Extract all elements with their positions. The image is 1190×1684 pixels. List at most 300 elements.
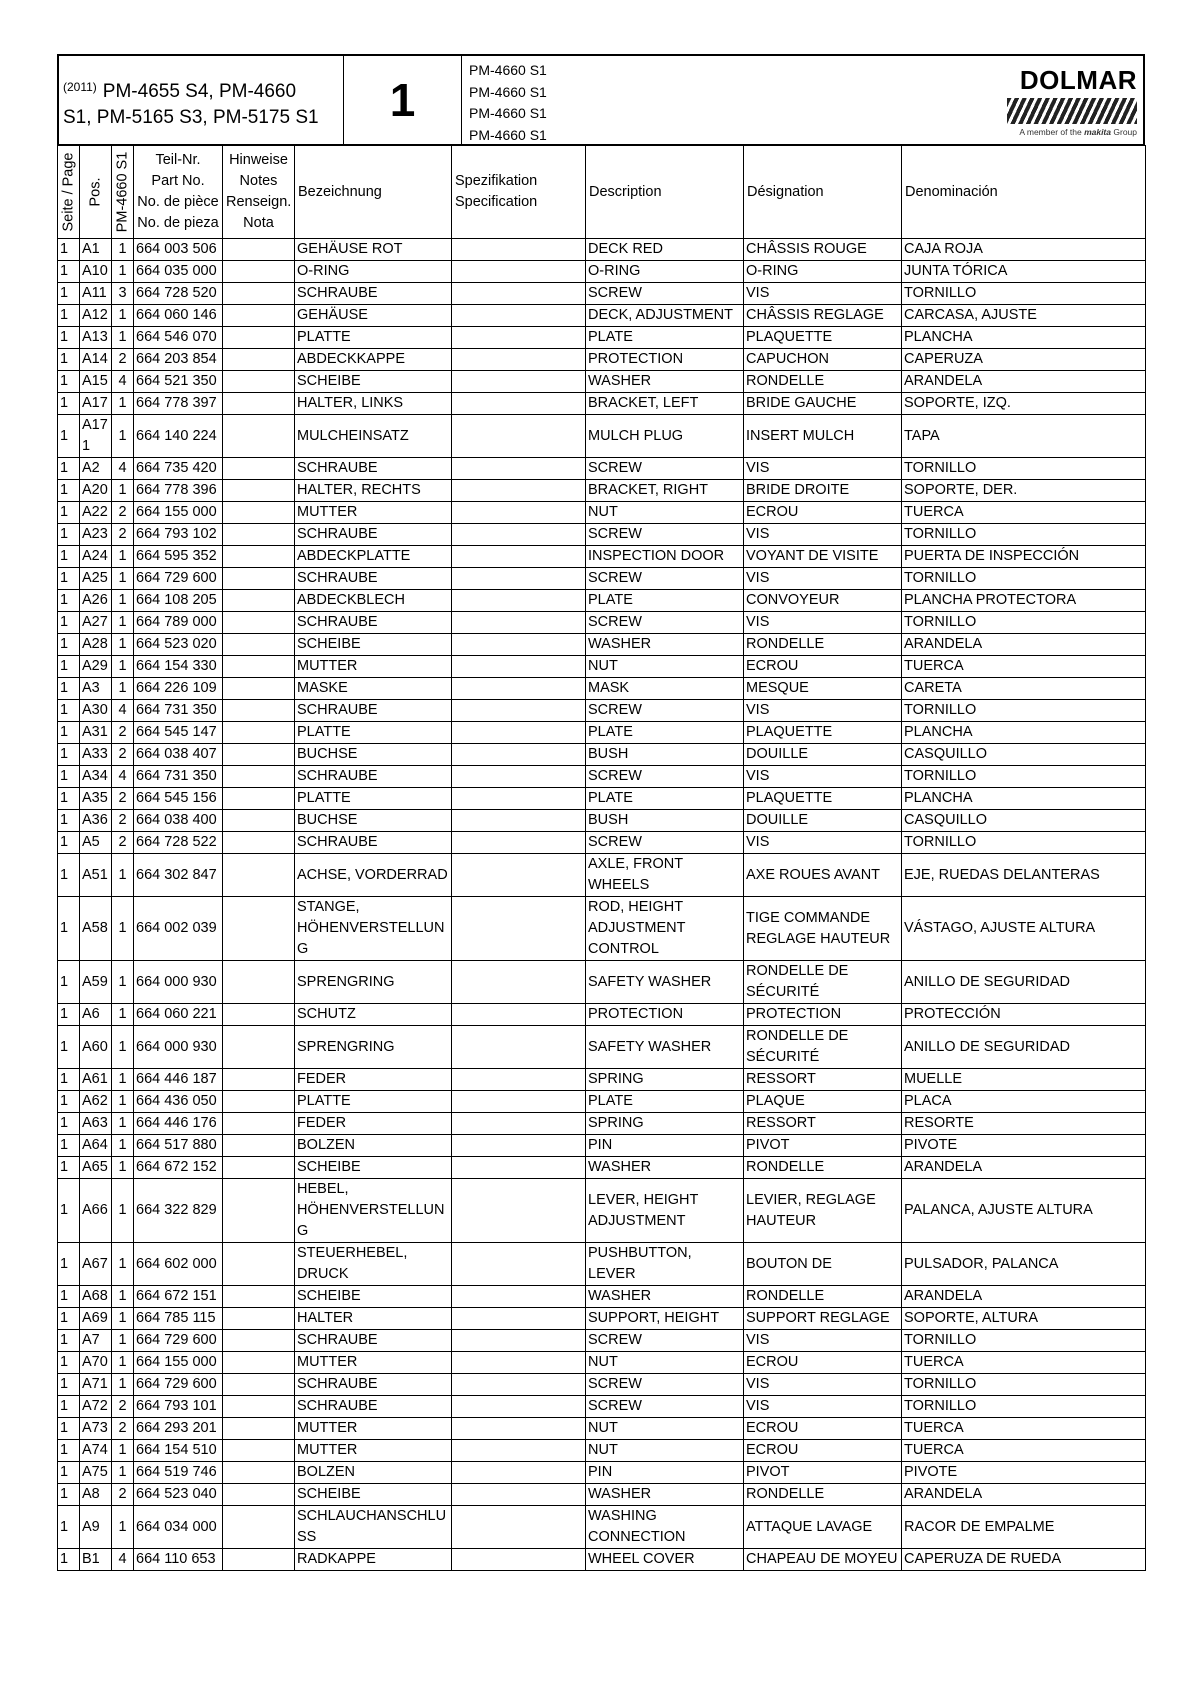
cell-page: 1 [58,897,80,961]
cell-designation: PROTECTION [744,1004,902,1026]
cell-part-no: 664 035 000 [134,261,223,283]
cell-part-no: 664 140 224 [134,415,223,458]
cell-qty: 2 [112,810,134,832]
cell-page: 1 [58,678,80,700]
cell-qty: 2 [112,722,134,744]
cell-page: 1 [58,634,80,656]
cell-bezeichnung: GEHÄUSE ROT [295,239,452,261]
cell-description: BRACKET, RIGHT [586,480,744,502]
cell-qty: 1 [112,1243,134,1286]
table-row [58,961,1146,1004]
cell-part-no: 664 729 600 [134,1374,223,1396]
cell-spezifikation [452,1004,586,1026]
cell-designation: PLAQUETTE [744,788,902,810]
cell-description: ROD, HEIGHT ADJUSTMENT CONTROL [586,897,744,961]
logo-tagline: A member of the makita Group [1019,127,1137,137]
cell-denominacion: PIVOTE [902,1135,1146,1157]
cell-qty: 3 [112,283,134,305]
cell-notes [223,1157,295,1179]
document-header [57,54,1145,146]
cell-spezifikation [452,590,586,612]
cell-qty: 1 [112,854,134,897]
cell-pos: A7 [80,1330,112,1352]
cell-description: SUPPORT, HEIGHT [586,1308,744,1330]
cell-page: 1 [58,1026,80,1069]
cell-bezeichnung: STANGE, HÖHENVERSTELLUN G [295,897,452,961]
cell-notes [223,897,295,961]
cell-part-no: 664 793 101 [134,1396,223,1418]
cell-spezifikation [452,371,586,393]
cell-denominacion: CASQUILLO [902,744,1146,766]
table-row [58,1440,1146,1462]
table-row [58,832,1146,854]
cell-qty: 1 [112,590,134,612]
cell-description: SCREW [586,766,744,788]
cell-pos: A60 [80,1026,112,1069]
cell-pos: A58 [80,897,112,961]
cell-pos: A61 [80,1069,112,1091]
cell-bezeichnung: SCHRAUBE [295,458,452,480]
cell-description: SCREW [586,524,744,546]
table-row [58,1308,1146,1330]
cell-bezeichnung: PLATTE [295,722,452,744]
cell-part-no: 664 523 040 [134,1484,223,1506]
cell-notes [223,1179,295,1243]
cell-description: WASHER [586,371,744,393]
cell-qty: 1 [112,656,134,678]
cell-spezifikation [452,1418,586,1440]
cell-denominacion: JUNTA TÓRICA [902,261,1146,283]
cell-notes [223,1113,295,1135]
cell-page: 1 [58,656,80,678]
col-bezeichnung: Bezeichnung [295,146,452,239]
cell-page: 1 [58,1462,80,1484]
cell-notes [223,349,295,371]
cell-qty: 1 [112,1004,134,1026]
cell-description: INSPECTION DOOR [586,546,744,568]
cell-notes [223,766,295,788]
cell-pos: A51 [80,854,112,897]
cell-qty: 1 [112,239,134,261]
cell-denominacion: TORNILLO [902,612,1146,634]
table-row [58,1243,1146,1286]
cell-pos: A73 [80,1418,112,1440]
cell-description: PIN [586,1462,744,1484]
cell-part-no: 664 785 115 [134,1308,223,1330]
cell-pos: A28 [80,634,112,656]
cell-page: 1 [58,393,80,415]
cell-denominacion: PROTECCIÓN [902,1004,1146,1026]
cell-denominacion: CASQUILLO [902,810,1146,832]
cell-notes [223,1243,295,1286]
cell-designation: PLAQUETTE [744,722,902,744]
cell-designation: CHAPEAU DE MOYEU [744,1549,902,1571]
cell-part-no: 664 002 039 [134,897,223,961]
title-line-2: S1, PM-5165 S3, PM-5175 S1 [63,107,319,128]
cell-designation: VIS [744,283,902,305]
cell-bezeichnung: BUCHSE [295,810,452,832]
cell-denominacion: ARANDELA [902,634,1146,656]
cell-bezeichnung: HALTER, RECHTS [295,480,452,502]
cell-spezifikation [452,1179,586,1243]
cell-part-no: 664 154 330 [134,656,223,678]
cell-notes [223,678,295,700]
cell-description: WASHER [586,1286,744,1308]
cell-description: SPRING [586,1069,744,1091]
cell-notes [223,283,295,305]
table-row [58,634,1146,656]
cell-designation: VIS [744,458,902,480]
cell-notes [223,832,295,854]
cell-qty: 4 [112,700,134,722]
cell-part-no: 664 060 221 [134,1004,223,1026]
cell-page: 1 [58,722,80,744]
cell-page: 1 [58,261,80,283]
cell-notes [223,480,295,502]
table-row [58,766,1146,788]
cell-denominacion: TUERCA [902,1352,1146,1374]
cell-part-no: 664 546 070 [134,327,223,349]
table-row [58,1113,1146,1135]
table-row [58,261,1146,283]
cell-page: 1 [58,1506,80,1549]
cell-notes [223,1374,295,1396]
cell-spezifikation [452,744,586,766]
cell-spezifikation [452,1330,586,1352]
cell-denominacion: ARANDELA [902,1484,1146,1506]
cell-notes [223,1462,295,1484]
cell-page: 1 [58,612,80,634]
cell-denominacion: TORNILLO [902,832,1146,854]
parts-table-body [58,239,1146,1571]
cell-part-no: 664 060 146 [134,305,223,327]
cell-spezifikation [452,283,586,305]
cell-description: WASHER [586,1484,744,1506]
cell-page: 1 [58,502,80,524]
cell-bezeichnung: PLATTE [295,788,452,810]
cell-notes [223,1396,295,1418]
cell-bezeichnung: PLATTE [295,1091,452,1113]
cell-spezifikation [452,327,586,349]
cell-designation: ECROU [744,1418,902,1440]
cell-pos: A69 [80,1308,112,1330]
cell-spezifikation [452,1243,586,1286]
cell-spezifikation [452,656,586,678]
table-row [58,590,1146,612]
cell-pos: A65 [80,1157,112,1179]
cell-pos: A25 [80,568,112,590]
cell-notes [223,415,295,458]
cell-designation: RESSORT [744,1113,902,1135]
cell-qty: 1 [112,1135,134,1157]
cell-qty: 1 [112,1091,134,1113]
cell-pos: A71 [80,1374,112,1396]
cell-qty: 1 [112,327,134,349]
cell-pos: A6 [80,1004,112,1026]
table-header-row [58,146,1146,239]
cell-designation: VIS [744,568,902,590]
cell-description: BUSH [586,744,744,766]
cell-designation: VIS [744,700,902,722]
cell-spezifikation [452,261,586,283]
cell-denominacion: EJE, RUEDAS DELANTERAS [902,854,1146,897]
cell-designation: VIS [744,1330,902,1352]
cell-qty: 1 [112,1069,134,1091]
cell-qty: 1 [112,1113,134,1135]
cell-bezeichnung: SPRENGRING [295,1026,452,1069]
cell-part-no: 664 322 829 [134,1179,223,1243]
cell-pos: A62 [80,1091,112,1113]
cell-pos: A66 [80,1179,112,1243]
cell-description: PLATE [586,788,744,810]
cell-bezeichnung: ABDECKBLECH [295,590,452,612]
cell-spezifikation [452,788,586,810]
dolmar-logo [999,66,1137,137]
table-row [58,371,1146,393]
cell-pos: A72 [80,1396,112,1418]
year-label: (2011) [63,80,97,94]
table-row [58,744,1146,766]
cell-denominacion: PULSADOR, PALANCA [902,1243,1146,1286]
cell-designation: MESQUE [744,678,902,700]
cell-denominacion: CAPERUZA [902,349,1146,371]
cell-qty: 1 [112,897,134,961]
cell-pos: A33 [80,744,112,766]
cell-page: 1 [58,766,80,788]
table-row [58,810,1146,832]
cell-notes [223,1026,295,1069]
cell-page: 1 [58,458,80,480]
cell-denominacion: TORNILLO [902,700,1146,722]
cell-pos: A10 [80,261,112,283]
cell-notes [223,1286,295,1308]
cell-description: NUT [586,656,744,678]
cell-designation: RONDELLE DE SÉCURITÉ [744,961,902,1004]
cell-designation: CHÂSSIS ROUGE [744,239,902,261]
cell-description: PLATE [586,722,744,744]
cell-pos: A14 [80,349,112,371]
cell-bezeichnung: SCHEIBE [295,1286,452,1308]
cell-page: 1 [58,1179,80,1243]
cell-denominacion: CAJA ROJA [902,239,1146,261]
table-row [58,1462,1146,1484]
cell-page: 1 [58,1091,80,1113]
cell-bezeichnung: FEDER [295,1113,452,1135]
cell-spezifikation [452,349,586,371]
cell-bezeichnung: SCHLAUCHANSCHLU SS [295,1506,452,1549]
cell-part-no: 664 154 510 [134,1440,223,1462]
cell-bezeichnung: MUTTER [295,1440,452,1462]
cell-part-no: 664 731 350 [134,766,223,788]
cell-designation: PIVOT [744,1462,902,1484]
cell-description: LEVER, HEIGHT ADJUSTMENT [586,1179,744,1243]
cell-pos: A34 [80,766,112,788]
cell-description: AXLE, FRONT WHEELS [586,854,744,897]
cell-description: WHEEL COVER [586,1549,744,1571]
cell-page: 1 [58,1286,80,1308]
cell-bezeichnung: HALTER, LINKS [295,393,452,415]
cell-bezeichnung: SCHRAUBE [295,1374,452,1396]
cell-notes [223,568,295,590]
cell-pos: A29 [80,656,112,678]
col-model-qty: PM-4660 S1 [112,146,134,239]
cell-denominacion: TORNILLO [902,1396,1146,1418]
cell-part-no: 664 789 000 [134,612,223,634]
cell-notes [223,524,295,546]
cell-denominacion: ANILLO DE SEGURIDAD [902,1026,1146,1069]
table-row [58,393,1146,415]
table-row [58,480,1146,502]
cell-part-no: 664 038 400 [134,810,223,832]
cell-bezeichnung: SCHEIBE [295,634,452,656]
cell-part-no: 664 000 930 [134,1026,223,1069]
cell-pos: A8 [80,1484,112,1506]
cell-bezeichnung: MUTTER [295,1352,452,1374]
table-row [58,1091,1146,1113]
cell-bezeichnung: MASKE [295,678,452,700]
cell-pos: B1 [80,1549,112,1571]
cell-description: SCREW [586,283,744,305]
cell-bezeichnung: SCHRAUBE [295,612,452,634]
cell-part-no: 664 602 000 [134,1243,223,1286]
table-row [58,1352,1146,1374]
cell-designation: PLAQUETTE [744,327,902,349]
cell-pos: A67 [80,1243,112,1286]
cell-designation: ECROU [744,656,902,678]
cell-designation: SUPPORT REGLAGE [744,1308,902,1330]
cell-pos: A9 [80,1506,112,1549]
cell-page: 1 [58,524,80,546]
cell-qty: 4 [112,766,134,788]
cell-pos: A64 [80,1135,112,1157]
cell-pos: A59 [80,961,112,1004]
cell-spezifikation [452,305,586,327]
cell-spezifikation [452,1484,586,1506]
cell-page: 1 [58,1352,80,1374]
cell-designation: VOYANT DE VISITE [744,546,902,568]
cell-qty: 1 [112,415,134,458]
cell-designation: LEVIER, REGLAGE HAUTEUR [744,1179,902,1243]
cell-designation: BRIDE DROITE [744,480,902,502]
cell-bezeichnung: SCHUTZ [295,1004,452,1026]
cell-spezifikation [452,897,586,961]
cell-qty: 1 [112,678,134,700]
cell-notes [223,1069,295,1091]
table-row [58,239,1146,261]
cell-spezifikation [452,1026,586,1069]
cell-spezifikation [452,1286,586,1308]
cell-bezeichnung: GEHÄUSE [295,305,452,327]
cell-bezeichnung: MUTTER [295,656,452,678]
cell-pos: A30 [80,700,112,722]
cell-qty: 1 [112,961,134,1004]
cell-page: 1 [58,788,80,810]
cell-spezifikation [452,1549,586,1571]
cell-notes [223,810,295,832]
cell-page: 1 [58,1440,80,1462]
cell-page: 1 [58,1549,80,1571]
cell-bezeichnung: ACHSE, VORDERRAD [295,854,452,897]
cell-page: 1 [58,1418,80,1440]
cell-spezifikation [452,393,586,415]
model-item: PM-4660 S1 [469,62,547,78]
cell-qty: 2 [112,788,134,810]
cell-qty: 1 [112,1179,134,1243]
cell-designation: VIS [744,832,902,854]
model-item: PM-4660 S1 [469,83,547,100]
cell-bezeichnung: SCHRAUBE [295,766,452,788]
parts-list-sheet [57,54,1145,1571]
cell-designation: CAPUCHON [744,349,902,371]
cell-description: SCREW [586,700,744,722]
cell-denominacion: PLACA [902,1091,1146,1113]
cell-part-no: 664 545 156 [134,788,223,810]
cell-denominacion: TORNILLO [902,458,1146,480]
cell-designation: ATTAQUE LAVAGE [744,1506,902,1549]
cell-qty: 1 [112,305,134,327]
col-notes: Hinweise Notes Renseign. Nota [223,146,295,239]
cell-spezifikation [452,239,586,261]
document-title [59,56,344,144]
cell-designation: RONDELLE [744,1484,902,1506]
cell-description: SPRING [586,1113,744,1135]
cell-bezeichnung: SCHRAUBE [295,700,452,722]
table-row [58,1157,1146,1179]
cell-pos: A1 [80,239,112,261]
cell-notes [223,722,295,744]
cell-description: DECK RED [586,239,744,261]
cell-notes [223,305,295,327]
cell-qty: 2 [112,349,134,371]
cell-notes [223,700,295,722]
cell-denominacion: TORNILLO [902,766,1146,788]
cell-description: PIN [586,1135,744,1157]
cell-bezeichnung: SCHRAUBE [295,1330,452,1352]
cell-notes [223,1418,295,1440]
table-row [58,1026,1146,1069]
cell-notes [223,327,295,349]
cell-bezeichnung: STEUERHEBEL, DRUCK [295,1243,452,1286]
cell-qty: 1 [112,1286,134,1308]
cell-page: 1 [58,810,80,832]
cell-bezeichnung: PLATTE [295,327,452,349]
cell-qty: 2 [112,1396,134,1418]
col-denominacion: Denominación [902,146,1146,239]
table-row [58,1506,1146,1549]
table-row [58,1069,1146,1091]
cell-description: MULCH PLUG [586,415,744,458]
cell-notes [223,393,295,415]
cell-designation: RONDELLE DE SÉCURITÉ [744,1026,902,1069]
cell-page: 1 [58,415,80,458]
cell-notes [223,1308,295,1330]
cell-part-no: 664 672 152 [134,1157,223,1179]
cell-page: 1 [58,1004,80,1026]
cell-description: SCREW [586,1396,744,1418]
cell-denominacion: TORNILLO [902,283,1146,305]
cell-denominacion: CARETA [902,678,1146,700]
cell-denominacion: PIVOTE [902,1462,1146,1484]
table-row [58,305,1146,327]
cell-part-no: 664 728 522 [134,832,223,854]
cell-notes [223,1004,295,1026]
cell-bezeichnung: SCHRAUBE [295,832,452,854]
cell-qty: 1 [112,1462,134,1484]
cell-description: MASK [586,678,744,700]
cell-bezeichnung: BOLZEN [295,1135,452,1157]
parts-table [57,145,1146,1571]
cell-pos: A5 [80,832,112,854]
